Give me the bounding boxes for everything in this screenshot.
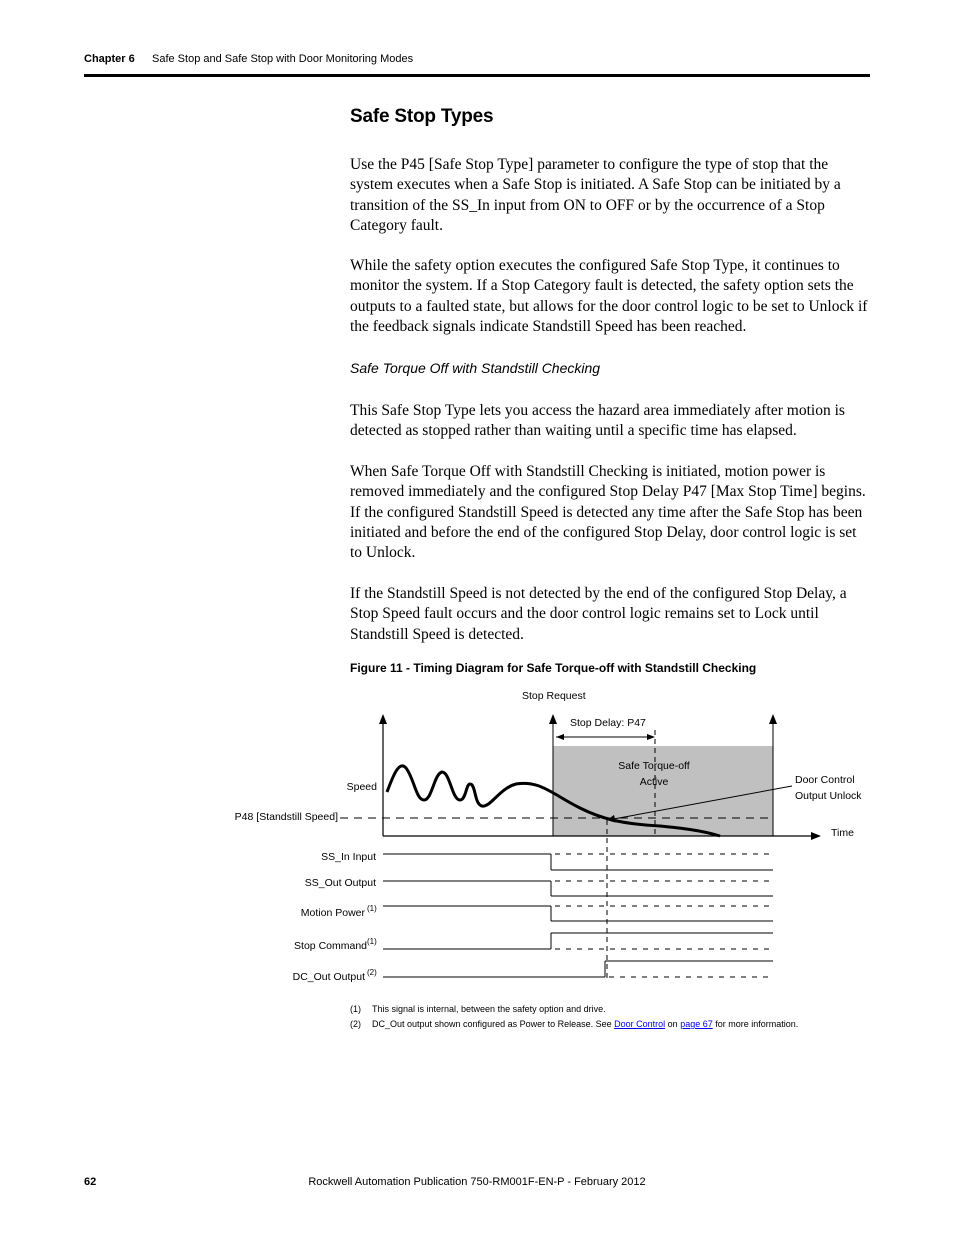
stop-request-label: Stop Request xyxy=(522,690,586,702)
page-number: 62 xyxy=(84,1176,97,1188)
subheading: Safe Torque Off with Standstill Checking xyxy=(350,360,601,376)
standstill-speed-label: P48 [Standstill Speed] xyxy=(234,811,338,823)
paragraph: If the Standstill Speed is not detected by the end of the configured Stop Delay, a Stop Speed fault occurs and the door control logic remains set to Lock until Standstill Speed is detected. xyxy=(350,585,847,643)
stop-command-note: (1) xyxy=(367,937,377,946)
footnote-text: on xyxy=(665,1019,681,1029)
footnote-number: (1) xyxy=(350,1004,361,1014)
footnote-text: for more information. xyxy=(712,1019,799,1029)
safe-torque-off-active-label: Active xyxy=(639,776,669,788)
footnote-number: (2) xyxy=(350,1019,361,1029)
stop-delay-arrow-left xyxy=(556,734,564,740)
timing-diagram xyxy=(200,680,880,990)
chapter-title: Safe Stop and Safe Stop with Door Monitoring Modes xyxy=(152,53,414,65)
motion-power-note: (1) xyxy=(367,904,377,913)
stop-region-end-arrow xyxy=(769,714,777,724)
footnote-text: DC_Out output shown configured as Power to Release. See xyxy=(372,1019,615,1029)
header-rule xyxy=(84,74,870,77)
publication-info: Rockwell Automation Publication 750-RM001F-EN-P - February 2012 xyxy=(308,1176,646,1188)
stop-request-arrow xyxy=(549,714,557,724)
page-67-link[interactable]: page 67 xyxy=(680,1019,713,1029)
paragraph: While the safety option executes the configured Safe Stop Type, it continues to monitor the system. If a Stop Category fault is detected, the safety option sets the outputs to a faulted state, but allows for the door control logic to be set to Unlock if the feedback signals indicate Standstill Speed has been reached. xyxy=(350,257,868,335)
speed-axis-arrow xyxy=(379,714,387,724)
safe-torque-off-label: Safe Torque-off xyxy=(618,760,690,772)
dc-out-label: DC_Out Output xyxy=(292,971,365,983)
door-control-link[interactable]: Door Control xyxy=(614,1019,666,1029)
time-label: Time xyxy=(831,827,854,839)
footnote-2 xyxy=(350,1019,798,1029)
footnote-text: This signal is internal, between the safety option and drive. xyxy=(372,1004,606,1014)
ss-in-label: SS_In Input xyxy=(321,851,376,863)
door-control-label: Door Control xyxy=(795,774,855,786)
stop-delay-arrow-right xyxy=(647,734,655,740)
paragraph: This Safe Stop Type lets you access the hazard area immediately after motion is detected as stopped rather than waiting until a specific time has elapsed. xyxy=(350,402,845,440)
paragraph: When Safe Torque Off with Standstill Checking is initiated, motion power is removed immediately and the configured Stop Delay P47 [Max Stop Time] begins. If the configured Standstill Speed is detected any time after the Safe Stop has been initiated and before the end of the configured Stop Delay, door control logic is set to Unlock. xyxy=(350,463,866,562)
section-title: Safe Stop Types xyxy=(350,106,494,127)
dc-out-note: (2) xyxy=(367,968,377,977)
chapter-label: Chapter 6 xyxy=(84,53,135,65)
paragraph: Use the P45 [Safe Stop Type] parameter to configure the type of stop that the system executes when a Safe Stop is initiated. A Safe Stop can be initiated by a transition of the SS_In input from ON to OFF or by the occurrence of a Stop Category fault. xyxy=(350,156,841,234)
speed-label: Speed xyxy=(346,781,377,793)
ss-out-label: SS_Out Output xyxy=(304,877,376,889)
door-control-unlock-label: Output Unlock xyxy=(795,790,862,802)
stop-command-label: Stop Command xyxy=(294,940,367,952)
motion-power-label: Motion Power xyxy=(300,907,365,919)
time-axis-arrow xyxy=(811,832,821,840)
stop-delay-label: Stop Delay: P47 xyxy=(570,717,646,729)
footnote-1 xyxy=(350,1004,606,1014)
figure-caption: Figure 11 - Timing Diagram for Safe Torque-off with Standstill Checking xyxy=(350,661,757,675)
